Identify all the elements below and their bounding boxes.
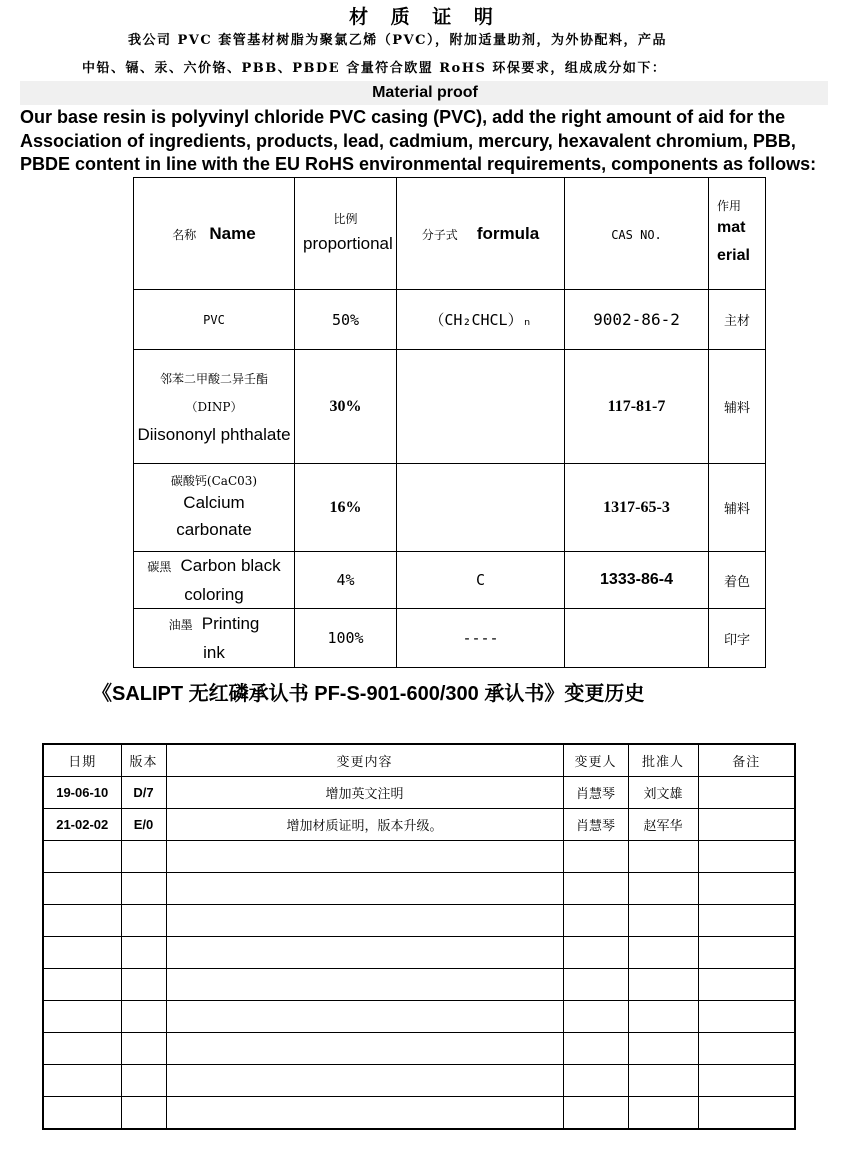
intro-cn-line-2: 中铅、镉、汞、六价铬、PBB、PBDE 含量符合欧盟 RoHS 环保要求，组成成分如下：	[82, 61, 667, 76]
row-formula: C	[397, 552, 565, 609]
material-proof-title: Material proof	[372, 84, 478, 101]
row-name-en: Calcium carbonate	[176, 493, 252, 539]
materials-row	[134, 609, 766, 668]
row-formula	[397, 350, 565, 464]
row-ratio: 30%	[295, 350, 397, 464]
row-name: PVC	[134, 290, 295, 350]
row-ratio: 50%	[295, 290, 397, 350]
header-role-cn: 作用	[717, 199, 742, 213]
row-name-cn: 邻苯二甲酸二异壬酯（DINP）	[159, 372, 268, 414]
row-cas	[565, 609, 709, 668]
materials-row	[134, 552, 766, 609]
header-formula-en: formula	[476, 223, 540, 243]
intro-cn-line-1: 我公司 PVC 套管基材树脂为聚氯乙烯（PVC），附加适量助剂，为外协配料，产品	[128, 33, 667, 48]
row-formula: （CH₂CHCL）ₙ	[397, 290, 565, 350]
materials-header-row	[134, 178, 766, 290]
change-history-title: 《SALIPT 无红磷承认书 PF-S-901-600/300 承认书》变更历史	[92, 683, 645, 705]
history-row	[43, 777, 795, 809]
header-ratio	[295, 178, 397, 290]
history-empty-row	[43, 873, 795, 905]
row-cas: 117-81-7	[565, 350, 709, 464]
row-role: 着色	[709, 552, 766, 609]
row-role: 主材	[709, 290, 766, 350]
history-note	[698, 809, 795, 841]
row-formula: ----	[397, 609, 565, 668]
header-role-en: material	[717, 219, 750, 264]
row-role: 印字	[709, 609, 766, 668]
header-changed-by: 变更人	[563, 744, 628, 777]
row-ratio: 100%	[295, 609, 397, 668]
row-name-cn: 油墨	[168, 618, 193, 632]
materials-row	[134, 464, 766, 552]
header-formula-cn: 分子式	[421, 227, 458, 242]
header-date: 日期	[43, 744, 121, 777]
history-content: 增加英文注明	[166, 777, 563, 809]
history-row	[43, 809, 795, 841]
history-header-row	[43, 744, 795, 777]
history-empty-row	[43, 841, 795, 873]
history-version: D/7	[121, 777, 166, 809]
header-ratio-cn: 比例	[333, 212, 358, 226]
history-empty-row	[43, 937, 795, 969]
header-role	[709, 178, 766, 290]
history-empty-row	[43, 905, 795, 937]
intro-en-line-2: Association of ingredients, products, lead, cadmium, mercury, hexavalent chromium, PBB,	[20, 131, 796, 151]
history-empty-row	[43, 1001, 795, 1033]
history-empty-row	[43, 969, 795, 1001]
row-ratio: 16%	[295, 464, 397, 552]
header-note: 备注	[698, 744, 795, 777]
document-title: 材 质 证 明	[349, 6, 501, 28]
header-formula	[397, 178, 565, 290]
history-date: 19-06-10	[43, 777, 121, 809]
materials-row	[134, 350, 766, 464]
history-version: E/0	[121, 809, 166, 841]
header-name	[134, 178, 295, 290]
history-content: 增加材质证明，版本升级。	[166, 809, 563, 841]
row-name	[134, 350, 295, 464]
header-cas-label: CAS NO.	[611, 228, 662, 242]
row-ratio: 4%	[295, 552, 397, 609]
row-name	[134, 609, 295, 668]
header-name-en: Name	[209, 223, 256, 243]
history-changed-by: 肖慧琴	[563, 809, 628, 841]
history-empty-row	[43, 1097, 795, 1130]
row-cas: 1333-86-4	[565, 552, 709, 609]
intro-en-line-1: Our base resin is polyvinyl chloride PVC casing (PVC), add the right amount of aid for the	[20, 107, 786, 127]
row-name	[134, 552, 295, 609]
row-cas: 9002-86-2	[565, 290, 709, 350]
history-date: 21-02-02	[43, 809, 121, 841]
history-note	[698, 777, 795, 809]
row-name	[134, 464, 295, 552]
row-name-cn: 碳酸钙(CaC03)	[170, 474, 258, 488]
header-approved-by: 批准人	[628, 744, 698, 777]
header-cas	[565, 178, 709, 290]
row-name-cn: 碳黑	[147, 560, 172, 574]
history-approved-by: 刘文雄	[628, 777, 698, 809]
header-version: 版本	[121, 744, 166, 777]
row-cas: 1317-65-3	[565, 464, 709, 552]
header-name-cn: 名称	[172, 227, 197, 242]
row-name-en: Printing ink	[201, 614, 260, 662]
history-approved-by: 赵军华	[628, 809, 698, 841]
intro-en-line-3: PBDE content in line with the EU RoHS environmental requirements, components as follows:	[20, 154, 817, 174]
materials-table	[133, 177, 766, 668]
history-empty-row	[43, 1033, 795, 1065]
row-role: 辅料	[709, 464, 766, 552]
header-ratio-en: proportional	[303, 234, 393, 253]
row-name-en: Carbon black coloring	[180, 556, 281, 604]
row-formula	[397, 464, 565, 552]
row-role: 辅料	[709, 350, 766, 464]
history-empty-row	[43, 1065, 795, 1097]
materials-row	[134, 290, 766, 350]
change-history-table	[42, 743, 796, 1130]
header-content: 变更内容	[166, 744, 563, 777]
row-name-en: Diisononyl phthalate	[137, 425, 291, 444]
history-changed-by: 肖慧琴	[563, 777, 628, 809]
